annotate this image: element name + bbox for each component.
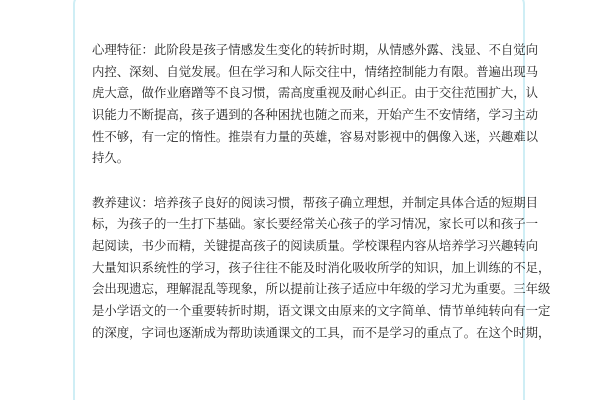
paragraph-psychological-traits [92, 39, 539, 169]
text-line: 会出现遗忘，理解混乱等现象，所以提前让孩子适应中年级的学习尤为重要。三年级 [92, 281, 551, 297]
text-line: 持久。 [92, 150, 130, 166]
paragraph-gap [92, 169, 512, 192]
text-line: 教养建议：培养孩子良好的阅读习惯，帮孩子确立理想，并制定具体合适的短期目 [92, 194, 539, 210]
text-line: 的深度，字词也逐渐成为帮助读通课文的工具，而不是学习的重点了。在这个时期， [92, 324, 551, 340]
paragraph-parenting-advice [92, 192, 551, 344]
text-line: 起阅读，书少而精，关键提高孩子的阅读质量。学校课程内容从培养学习兴趣转向 [92, 238, 539, 253]
text-line: 虎大意，做作业磨蹭等不良习惯，需高度重视及耐心纠正。由于交往范围扩大，认 [92, 85, 539, 101]
article-body [92, 39, 551, 343]
text-line: 性不够，有一定的惰性。推崇有力量的英雄，容易对影视中的偶像入迷，兴趣难以 [92, 128, 539, 144]
text-line: 大量知识系统性的学习，孩子往往不能及时消化吸收所学的知识，加上训练的不足， [92, 259, 551, 275]
text-line: 识能力不断提高，孩子遇到的各种困扰也随之而来，开始产生不安情绪，学习主动 [92, 107, 539, 123]
text-line: 心理特征：此阶段是孩子情感发生变化的转折时期，从情感外露、浅显、不自觉向 [92, 42, 539, 57]
text-line: 内控、深刻、自觉发展。但在学习和人际交往中，情绪控制能力有限。普遍出现马 [92, 63, 539, 79]
text-line: 是小学语文的一个重要转折时期，语文课文由原来的文字简单、情节单纯转向有一定 [92, 303, 551, 319]
text-line: 标，为孩子的一生打下基础。家长要经常关心孩子的学习情况，家长可以和孩子一 [92, 216, 539, 232]
